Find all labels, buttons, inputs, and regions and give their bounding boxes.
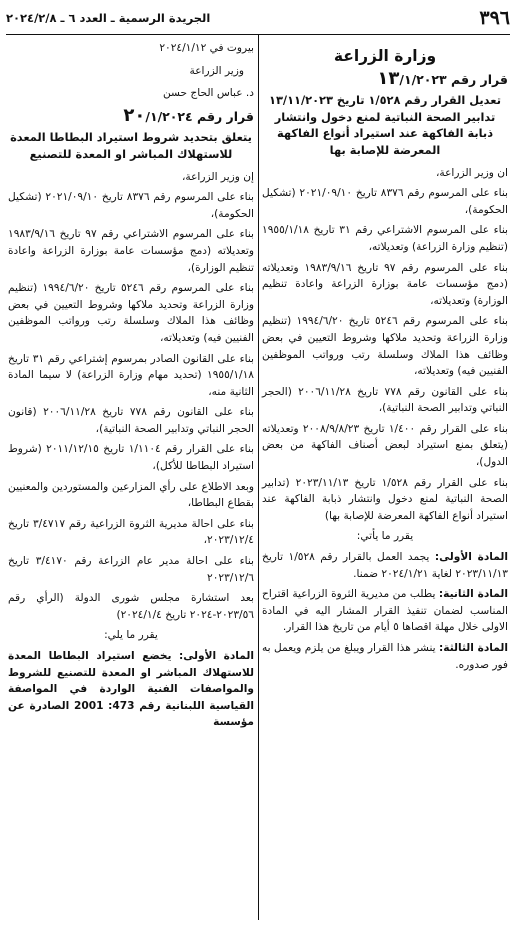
decision-title: يتعلق بتحديد شروط استيراد البطاطا المعدة للاستهلاك المباشر او المعدة للتصنيع [10, 130, 252, 161]
decision-number-main: ٢٠ [123, 104, 146, 126]
article-label: المادة الأولى: [434, 551, 508, 564]
preamble-line: بناء على القانون رقم ٧٧٨ تاريخ ٢٠٠٦/١١/٢٨ (قانون الحجر النباتي وتدابير الصحة النباتية)، [8, 406, 254, 435]
preamble-line: بناء على القرار رقم ١/٥٢٨ تاريخ ٢٠٢٣/١١/١٣ (تدابير الصحة النباتية لمنع دخول وانتشار ذبابة الفاكهة عند استيراد أنواع الفاكهة المعرضة للإصابة بها) [262, 476, 508, 522]
article-text: يخضع استيراد البطاطا المعدة للاستهلاك المباشر او المعدة للتصنيع للشروط والمواصفات الفنية الواردة في المواصفة القياسية اللبنانية رقم 473: 2001 الصادرة عن مؤسسة [8, 650, 254, 729]
decides-line: يقرر ما يلي: [104, 629, 158, 642]
preamble-line: بناء على احالة مديرية الثروة الزراعية رقم ٣/٤٧١٧ تاريخ ٢٠٢٣/١٢/٤، [8, 517, 254, 547]
article-label: المادة الثالثة: [439, 642, 508, 654]
decision-label: قرار رقم [197, 108, 254, 124]
decision-title: تعديل القرار رقم ١/٥٢٨ تاريخ ١٣/١١/٢٠٢٣ تدابير الصحة النباتية لمنع دخول وانتشار ذبابة الفاكهة عند استيراد أنواع الفاكهة المعرضة للإصابة بها [269, 93, 501, 157]
article-3 [262, 640, 508, 673]
column-divider [258, 34, 259, 920]
preamble-line: بناء على المرسوم رقم ٨٣٧٦ تاريخ ٢٠٢١/٠٩/١٠ (تشكيل الحكومة)، [8, 191, 254, 220]
article-2 [262, 586, 508, 636]
preamble-line: بناء على المرسوم رقم ٥٢٤٦ تاريخ ١٩٩٤/٦/٢٠ (تنظيم وزارة الزراعة وتحديد ملاكها وشروط التعيين في بعض وظائف هذا الملاك وسلسلة رتب ورواتب الموظفين الفنيين فيه) وتعديلاته، [262, 315, 508, 378]
preamble-line: بناء على القانون الصادر بمرسوم إشتراعي رقم ٣١ تاريخ ١٩٥٥/١/١٨ (تحديد مهام وزارة الزراعة) لا سيما المادة الثانية منه، [8, 352, 254, 398]
preamble-line: بعد استشارة مجلس شورى الدولة (الرأي رقم ٢٠٢٣/٥٦-٢٠٢٤ تاريخ ٢٠٢٤/١/٤) [8, 592, 254, 621]
preamble-line: بناء على القانون رقم ٧٧٨ تاريخ ٢٠٠٦/١١/٢٨ (الحجر النباتي وتدابير الصحة النباتية)، [262, 385, 508, 415]
preamble-line: بناء على احالة مدير عام الزراعة رقم ٣/٤١٧٠ تاريخ ٢٠٢٣/١٢/٦ [8, 555, 255, 584]
signer-title: وزير الزراعة [189, 64, 244, 77]
decides-line: يقرر ما يأتي: [356, 530, 414, 543]
date-line: بيروت في ٢٠٢٤/١/١٢ [159, 42, 254, 54]
article-1 [8, 648, 254, 731]
article-text: يجمد العمل بالقرار رقم ١/٥٢٨ تاريخ ٢٠٢٣/١١/١٣ لغاية ٢٠٢٤/١/٢١ ضمنا. [262, 551, 508, 580]
decision-number-suffix: /١/٢٠٢٣ [399, 71, 447, 87]
signature-block [8, 40, 254, 102]
article-label: المادة الأولى: [179, 650, 254, 662]
preamble-line: بناء على المرسوم الاشتراعي رقم ٩٧ تاريخ ١٩٨٣/٩/١٦ وتعديلاته (دمج مؤسسات عامة بوزارة الزراعة واعادة تنظيم الوزارة)، [8, 228, 254, 274]
preamble-line: بناء على القرار رقم ١/٤٠٠ تاريخ ٢٠٠٨/٩/٨/٢٣ وتعديلاته (يتعلق بمنع استيراد لبعض أصناف الفاكهة من بعض الدول)، [262, 422, 508, 469]
decision-label: قرار رقم [451, 71, 508, 87]
preamble-line: ان وزير الزراعة، [436, 166, 508, 179]
article-text: يطلب من مديرية الثروة الزراعية اقتراح المناسب لضمان تنفيذ القرار المشار اليه في المادة الاولى خلال مهلة اقصاها ٥ أيام من تاريخ هذا القرار. [262, 588, 508, 634]
right-column [262, 40, 508, 677]
decision-number-main: ١٣ [377, 67, 400, 89]
preamble-line: وبعد الاطلاع على رأي المزارعين والمستوردين والمعنيين بقطاع البطاطا، [8, 480, 254, 510]
page-number: ٣٩٦ [479, 7, 510, 29]
decision-number [8, 104, 254, 126]
preamble-line: بناء على المرسوم رقم ٨٣٧٦ تاريخ ٢٠٢١/٠٩/١٠ (تشكيل الحكومة)، [262, 187, 508, 216]
preamble-line: بناء على المرسوم رقم ٥٢٤٦ تاريخ ١٩٩٤/٦/٢٠ (تنظيم وزارة الزراعة وتحديد ملاكها وشروط التعيين في بعض وظائف هذا الملاك وسلسلة رتب ورواتب الموظفين الفنيين فيه) وتعديلاته، [8, 282, 254, 344]
gazette-issue: الجريدة الرسمية ـ العدد ٦ ـ ٢٠٢٤/٢/٨ [6, 11, 211, 25]
decision-number [262, 67, 508, 89]
left-column [8, 40, 254, 735]
page-header [6, 6, 510, 30]
preamble-line: بناء على القرار رقم ١/١١٠٤ تاريخ ٢٠١١/١٢/١٥ (شروط استيراد البطاطا للأكل)، [8, 443, 254, 473]
preamble-line: إن وزير الزراعة، [182, 170, 254, 183]
ministry-heading: وزارة الزراعة [333, 47, 437, 65]
preamble-line: بناء على المرسوم الاشتراعي رقم ٣١ تاريخ ١٩٥٥/١/١٨ (تنظيم وزارة الزراعة) وتعديلاته، [262, 224, 508, 253]
article-text: ينشر هذا القرار ويبلغ من يلزم ويعمل به فور صدوره. [262, 642, 508, 671]
signer-name: د. عباس الحاج حسن [162, 87, 254, 100]
article-1 [262, 549, 508, 582]
article-label: المادة الثانية: [438, 588, 508, 601]
preamble-line: بناء على المرسوم رقم ٩٧ تاريخ ١٩٨٣/٩/١٦ وتعديلاته (دمج مؤسسات عامة بوزارة الزراعة واعادة تنظيم الوزارة) وتعديلاته، [262, 261, 508, 307]
decision-number-suffix: /١/٢٠٢٤ [145, 108, 193, 124]
